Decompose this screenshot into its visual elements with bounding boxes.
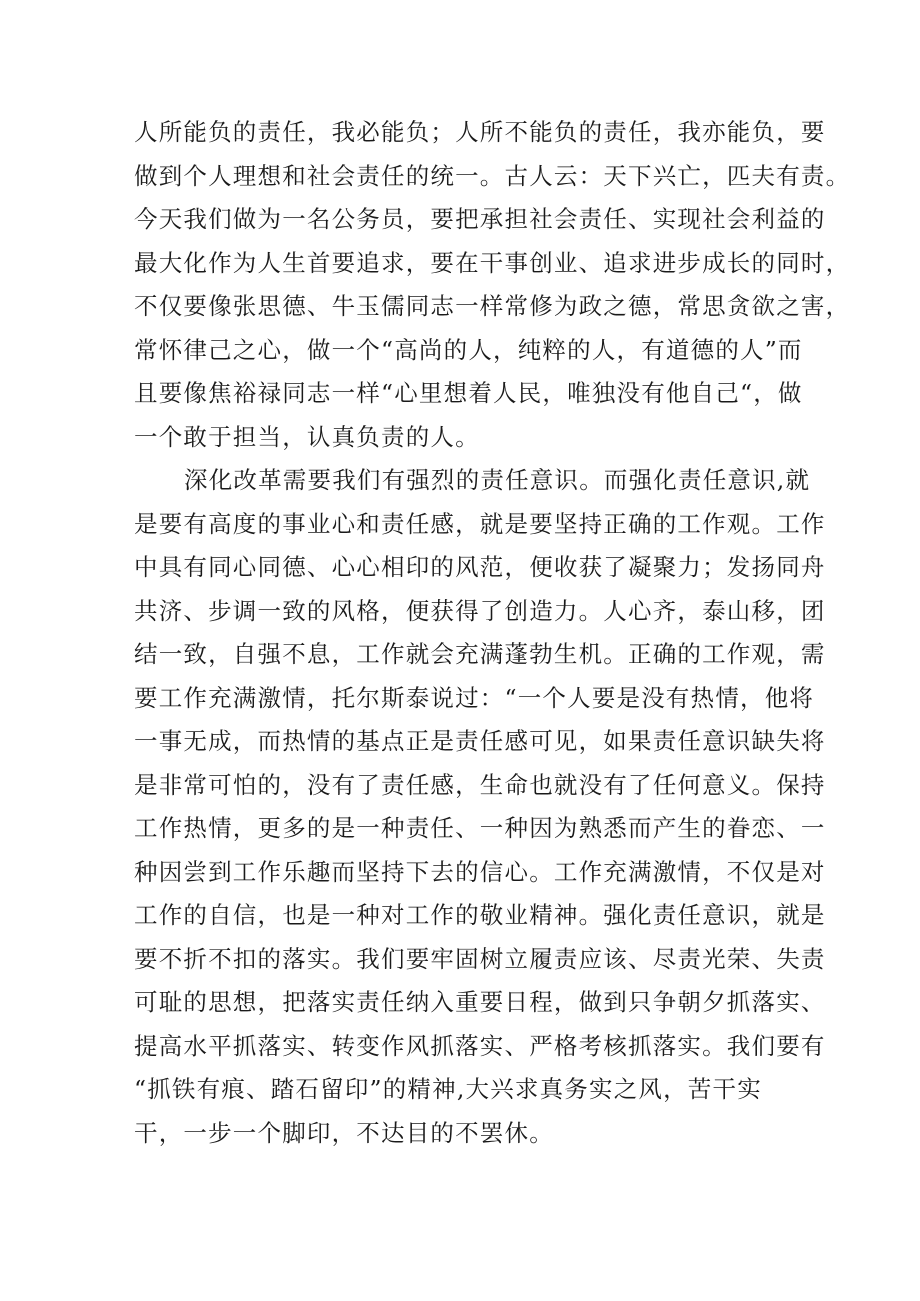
text-line: 一个敢于担当，认真负责的人。 bbox=[134, 422, 480, 451]
paragraph-2 bbox=[134, 459, 826, 1155]
text-line: 一事无成，而热情的基点正是责任感可见，如果责任意识缺失将 bbox=[134, 727, 826, 755]
text-line: 工作的自信，也是一种对工作的敬业精神。强化责任意识，就是 bbox=[134, 901, 826, 929]
paragraph-1 bbox=[134, 111, 851, 459]
text-line: 共济、步调一致的风格，便获得了创造力。人心齐，泰山移，团 bbox=[134, 596, 826, 625]
text-line: 是要有高度的事业心和责任感，就是要坚持正确的工作观。工作 bbox=[134, 509, 826, 538]
text-line: 结一致，自强不息，工作就会充满蓬勃生机。正确的工作观，需 bbox=[134, 640, 826, 668]
text-line: 干，一步一个脚印，不达目的不罢休。 bbox=[134, 1118, 554, 1147]
text-line: 提高水平抓落实、转变作风抓落实、严格考核抓落实。我们要有 bbox=[134, 1031, 826, 1060]
text-line: 工作热情，更多的是一种责任、一种因为熟悉而产生的眷恋、一 bbox=[134, 814, 826, 842]
text-line: 今天我们做为一名公务员，要把承担社会责任、实现社会利益的 bbox=[134, 205, 826, 233]
text-line: 常怀律己之心，做一个“高尚的人，纯粹的人，有道德的人”而 bbox=[134, 335, 803, 364]
text-line: 是非常可怕的，没有了责任感，生命也就没有了任何意义。保持 bbox=[134, 770, 826, 799]
text-line: 做到个人理想和社会责任的统一。古人云：天下兴亡，匹夫有责。 bbox=[134, 161, 851, 190]
text-line: 要不折不扣的落实。我们要牢固树立履责应该、尽责光荣、失责 bbox=[134, 944, 826, 973]
body-text bbox=[134, 111, 851, 1155]
text-line: 深化改革需要我们有强烈的责任意识。而强化责任意识,就 bbox=[184, 466, 811, 494]
text-line: “抓铁有痕、踏石留印”的精神,大兴求真务实之风，苦干实 bbox=[134, 1075, 762, 1103]
text-line: 中具有同心同德、心心相印的风范，便收获了凝聚力；发扬同舟 bbox=[134, 553, 826, 581]
text-line: 不仅要像张思德、牛玉儒同志一样常修为政之德，常思贪欲之害， bbox=[134, 292, 851, 320]
text-line: 人所能负的责任，我必能负；人所不能负的责任，我亦能负，要 bbox=[134, 118, 826, 146]
text-line: 可耻的思想，把落实责任纳入重要日程，做到只争朝夕抓落实、 bbox=[134, 988, 826, 1016]
text-line: 最大化作为人生首要追求，要在干事创业、追求进步成长的同时， bbox=[134, 248, 851, 277]
text-line: 种因尝到工作乐趣而坚持下去的信心。工作充满激情，不仅是对 bbox=[134, 857, 826, 886]
text-line: 要工作充满激情，托尔斯泰说过：“一个人要是没有热情，他将 bbox=[134, 683, 815, 712]
text-line: 且要像焦裕禄同志一样“心里想着人民，唯独没有他自己“，做 bbox=[134, 379, 803, 407]
